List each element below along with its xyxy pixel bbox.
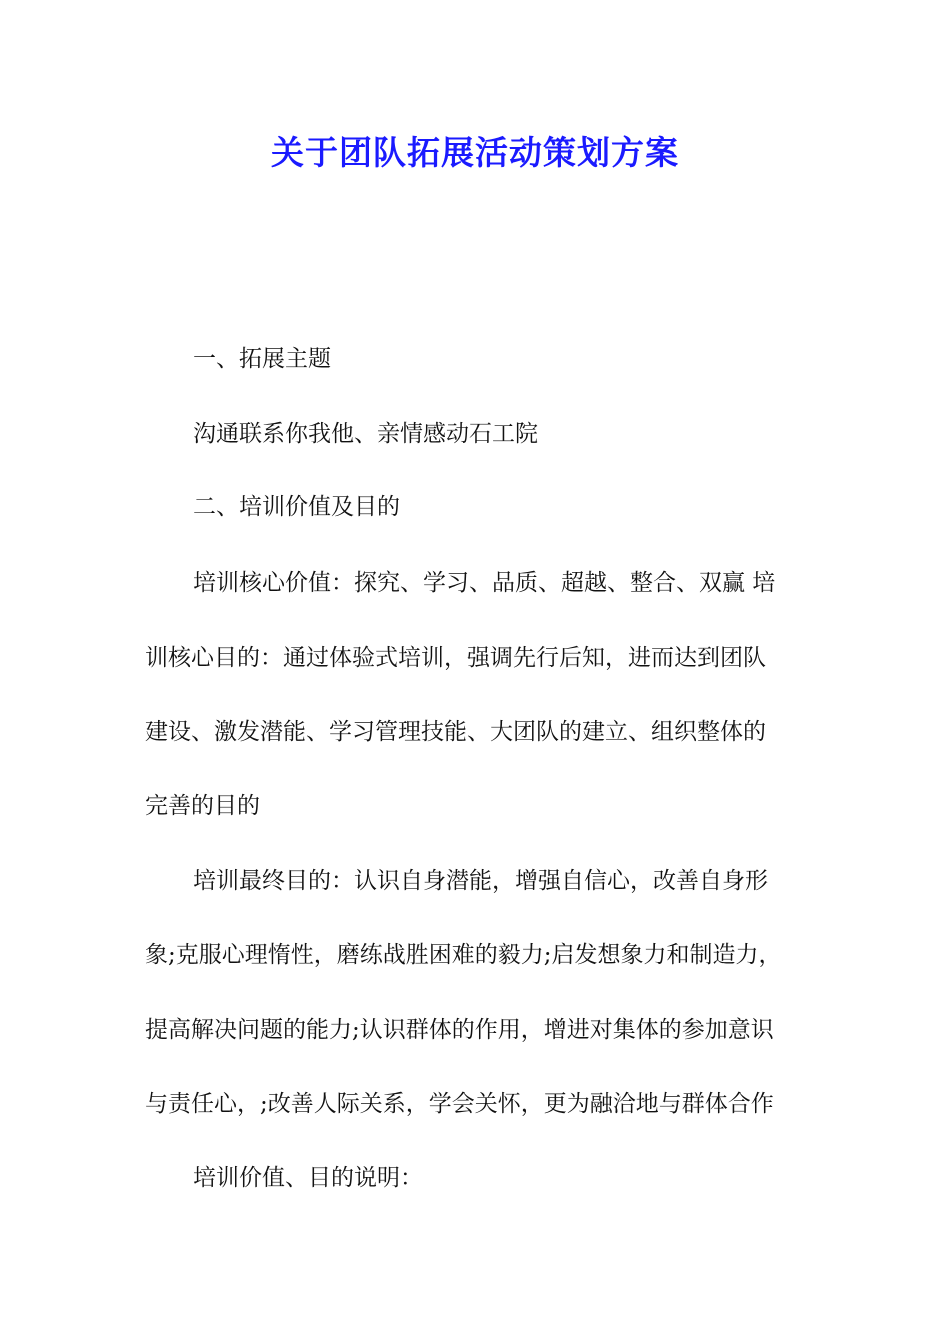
document-title: 关于团队拓展活动策划方案 — [271, 133, 679, 172]
paragraph-line: 培训核心价值：探究、学习、品质、超越、整合、双赢 培 — [193, 570, 776, 596]
paragraph-line: 完善的目的 — [145, 793, 260, 819]
paragraph-line: 象;克服心理惰性，磨练战胜困难的毅力;启发想象力和制造力， — [145, 942, 782, 968]
paragraph-line: 提高解决问题的能力;认识群体的作用，增进对集体的参加意识 — [145, 1017, 774, 1043]
paragraph-line: 建设、激发潜能、学习管理技能、大团队的建立、组织整体的 — [145, 719, 766, 745]
section-heading-theme: 一、拓展主题 — [193, 346, 331, 372]
paragraph-line: 训核心目的：通过体验式培训，强调先行后知，进而达到团队 — [145, 645, 766, 671]
paragraph-line: 培训最终目的：认识自身潜能，增强自信心，改善自身形 — [193, 868, 768, 894]
paragraph-line: 与责任心，;改善人际关系，学会关怀，更为融洽地与群体合作 — [145, 1091, 774, 1117]
section-heading-value: 二、培训价值及目的 — [193, 494, 400, 520]
paragraph-line: 培训价值、目的说明： — [193, 1165, 423, 1191]
paragraph-line: 沟通联系你我他、亲情感动石工院 — [193, 421, 538, 447]
